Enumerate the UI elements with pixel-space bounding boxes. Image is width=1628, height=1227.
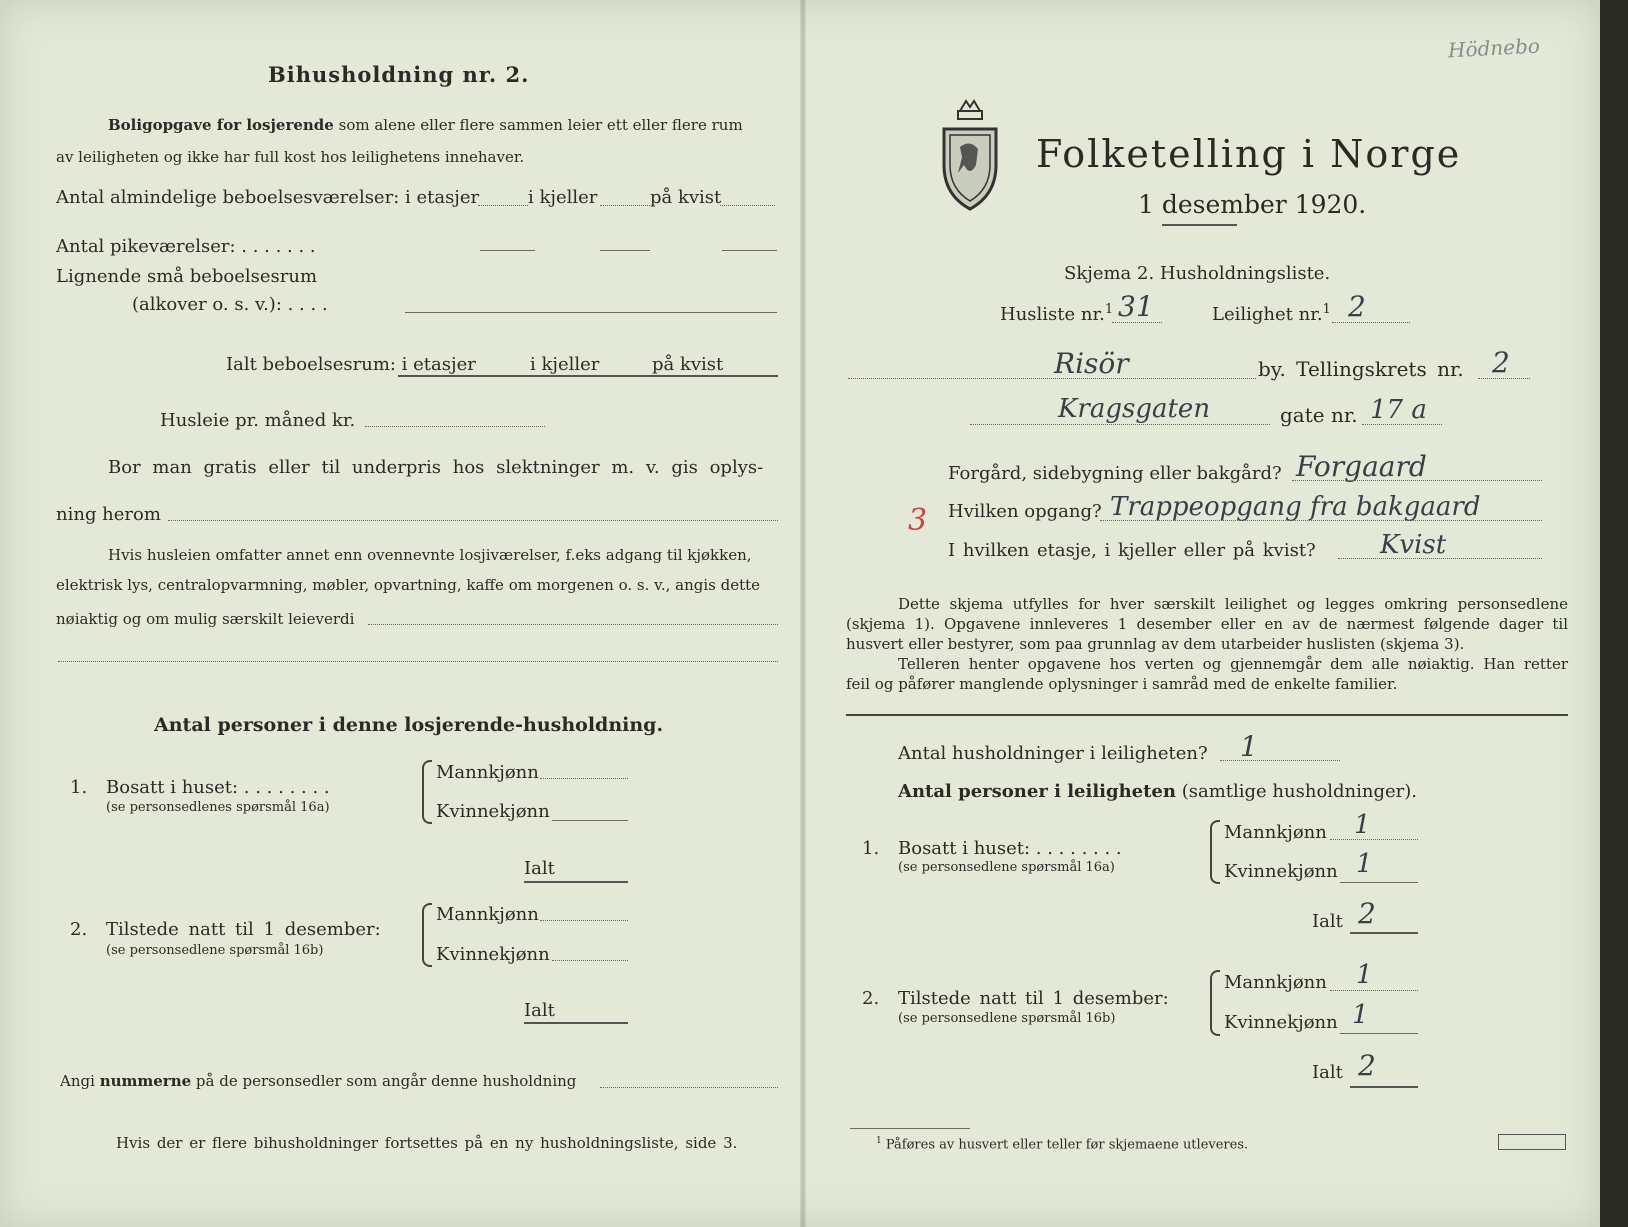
etasje-value[interactable]: Kvist [1380, 530, 1447, 560]
right-q2-brace [1210, 970, 1220, 1036]
coat-of-arms-icon [936, 95, 1004, 213]
pike-label: Antal pikeværelser: . . . . . . . [56, 236, 316, 257]
left-q1-num: 1. [70, 777, 88, 798]
gate-value[interactable]: Kragsgaten [1058, 394, 1211, 424]
right-q1-mann-value[interactable]: 1 [1354, 810, 1371, 840]
ialt-kvist-label: på kvist [652, 354, 724, 375]
left-q1-sub: (se personsedlenes spørsmål 16a) [106, 800, 330, 815]
corner-note: Hödnebo [1447, 33, 1541, 63]
right-title: Folketelling i Norge [1036, 132, 1462, 176]
intro-rest-1: som alene eller flere sammen leier ett eller flere rum [338, 116, 743, 134]
rooms-kjeller-label: i kjeller [528, 187, 598, 208]
husliste-sup: 1 [1104, 302, 1114, 317]
instr-line-2: (skjema 1). Opgavene innleveres 1 desember eller en av de nærmest følgende dager til [846, 615, 1568, 633]
right-q1-sub: (se personsedlene spørsmål 16a) [898, 860, 1115, 875]
husliste-text: Husliste nr. [1000, 304, 1105, 325]
husliste-line [1112, 322, 1162, 323]
forgard-value[interactable]: Forgaard [1296, 450, 1427, 483]
etasje-label: I hvilken etasje, i kjeller eller på kvist? [948, 540, 1316, 561]
footnote-rule [850, 1128, 970, 1129]
left-q2-ialt-line[interactable] [524, 1022, 628, 1024]
left-q1-mann: Mannkjønn [436, 762, 539, 783]
husliste-label [1000, 303, 1113, 324]
right-q2-kvinne-value[interactable]: 1 [1352, 1000, 1369, 1030]
right-q1-num: 1. [862, 838, 880, 859]
rooms-kvist-line[interactable] [720, 205, 775, 206]
right-q2-mann-line [1330, 990, 1418, 991]
gratis-line[interactable] [168, 520, 778, 521]
pike-line-3[interactable] [722, 250, 777, 251]
right-q1-ialt-line [1350, 932, 1418, 934]
opgang-line [1100, 520, 1542, 521]
footnote [876, 1137, 1248, 1151]
left-q2-label: Tilstede natt til 1 desember: [106, 919, 381, 940]
right-q1-mann-line [1330, 839, 1418, 840]
left-q2-ialt: Ialt [524, 1000, 555, 1021]
gratis-line-2: ning herom [56, 504, 161, 525]
lignende-label-1: Lignende små beboelsesrum [56, 266, 318, 287]
hvis-line-1: Hvis husleien omfatter annet enn ovennevnte losjiværelser, f.eks adgang til kjøkken, [108, 546, 752, 564]
left-q1-kvinne-line[interactable] [552, 820, 628, 821]
extra-line[interactable] [58, 661, 778, 662]
krets-value[interactable]: 2 [1492, 346, 1510, 379]
margin-mark: 3 [908, 503, 928, 538]
left-title: Bihusholdning nr. 2. [268, 62, 530, 87]
right-q1-kvinne-value[interactable]: 1 [1356, 849, 1373, 879]
left-q2-mann-line[interactable] [540, 920, 628, 921]
leieverdi-line[interactable] [368, 624, 778, 625]
right-q2-kvinne-line [1340, 1033, 1418, 1034]
opgang-label: Hvilken opgang? [948, 501, 1102, 522]
left-q2-kvinne: Kvinnekjønn [436, 944, 550, 965]
ialt-rooms-label: Ialt beboelsesrum: i etasjer [226, 354, 476, 375]
by-label: by. Tellingskrets nr. [1258, 357, 1464, 381]
instr-line-4: Telleren henter opgavene hos verten og gjennemgår dem alle nøiaktig. Han retter [898, 655, 1568, 673]
right-q2-ialt: Ialt [1312, 1062, 1343, 1083]
angi-pre: Angi [60, 1072, 95, 1090]
pike-line-1[interactable] [480, 250, 535, 251]
leilighet-sup: 1 [1322, 302, 1331, 317]
left-q2-brace [422, 903, 432, 967]
date-underline [1162, 224, 1237, 226]
right-q1-mann: Mannkjønn [1224, 822, 1327, 843]
right-q2-kvinne: Kvinnekjønn [1224, 1012, 1338, 1033]
angi-field-line[interactable] [600, 1087, 778, 1088]
angi-rest: på de personsedler som angår denne husholdning [195, 1072, 577, 1090]
instr-line-1: Dette skjema utfylles for hver særskilt leilighet og legges omkring personsedlene [898, 595, 1568, 613]
gate-nr-line [1362, 424, 1442, 425]
left-q2-mann: Mannkjønn [436, 904, 539, 925]
left-footer: Hvis der er flere bihusholdninger fortsettes på en ny husholdningsliste, side 3. [116, 1134, 738, 1152]
right-q2-ialt-value[interactable]: 2 [1358, 1049, 1376, 1082]
left-q2-sub: (se personsedlene spørsmål 16b) [106, 943, 324, 958]
footnote-text: Påføres av husvert eller teller før skjemaene utleveres. [885, 1137, 1249, 1153]
right-q1-ialt-value[interactable]: 2 [1358, 897, 1376, 930]
right-q1-label: Bosatt i huset: . . . . . . . . [898, 838, 1122, 859]
left-q1-mann-line[interactable] [540, 778, 628, 779]
etasje-line [1338, 558, 1542, 559]
leilighet-line [1332, 322, 1410, 323]
right-q2-num: 2. [862, 988, 880, 1009]
right-q1-brace [1210, 820, 1220, 884]
angi-line [60, 1074, 576, 1089]
angi-bold: nummerne [99, 1072, 192, 1090]
schema-label: Skjema 2. Husholdningsliste. [1064, 263, 1331, 284]
printer-stamp [1498, 1134, 1566, 1150]
hvis-line-3: nøiaktig og om mulig særskilt leieverdi [56, 610, 355, 628]
rooms-kvist-label: på kvist [650, 187, 722, 208]
intro-bold: Boligopgave for losjerende [108, 116, 334, 134]
pike-line-2[interactable] [600, 250, 650, 251]
leilighet-label [1212, 303, 1331, 324]
gratis-line-1: Bor man gratis eller til underpris hos slektninger m. v. gis oplys- [108, 457, 764, 478]
gate-label: gate nr. [1280, 403, 1358, 427]
hush-line [1220, 760, 1340, 761]
left-q2-num: 2. [70, 919, 88, 940]
gate-line [970, 424, 1270, 425]
husleie-label: Husleie pr. måned kr. [160, 410, 356, 431]
gate-nr-value[interactable]: 17 a [1370, 395, 1427, 425]
hush-value[interactable]: 1 [1240, 730, 1258, 763]
right-q2-label: Tilstede natt til 1 desember: [898, 988, 1169, 1009]
rooms-label: Antal almindelige beboelsesværelser: i etasjer [56, 187, 480, 208]
forgard-label: Forgård, sidebygning eller bakgård? [948, 463, 1282, 484]
hvis-line-2: elektrisk lys, centralopvarmning, møbler, opvartning, kaffe om morgenen o. s. v., angis dette [56, 576, 761, 594]
left-persons-title: Antal personer i denne losjerende-husholdning. [154, 714, 664, 736]
right-persons-bold: Antal personer i leiligheten [898, 781, 1176, 802]
intro-line-1 [108, 118, 743, 133]
forgard-line [1292, 480, 1542, 481]
husliste-value[interactable]: 31 [1118, 290, 1154, 323]
instructions-rule [846, 714, 1568, 716]
footnote-sup: 1 [876, 1136, 882, 1146]
intro-line-2: av leiligheten og ikke har full kost hos leilighetens innehaver. [56, 148, 525, 166]
right-q1-kvinne: Kvinnekjønn [1224, 861, 1338, 882]
rooms-kjeller-line[interactable] [600, 205, 650, 206]
lignende-line[interactable] [405, 312, 777, 313]
right-persons-title [898, 783, 1417, 801]
left-q1-brace [422, 760, 432, 824]
right-q1-kvinne-line [1340, 882, 1418, 883]
right-q2-mann-value[interactable]: 1 [1356, 960, 1373, 990]
instructions [846, 594, 1568, 694]
instr-line-5: feil og påfører manglende oplysninger i samråd med de enkelte familier. [846, 675, 1398, 693]
instr-line-3: husvert eller bestyrer, som paa grunnlag av dem utarbeider huslisten (skjema 3). [846, 635, 1465, 653]
leilighet-text: Leilighet nr. [1212, 304, 1323, 325]
left-q1-ialt: Ialt [524, 858, 555, 879]
right-q2-sub: (se personsedlene spørsmål 16b) [898, 1011, 1116, 1026]
husleie-line[interactable] [365, 426, 545, 427]
left-q1-ialt-line[interactable] [524, 881, 628, 883]
right-persons-rest: (samtlige husholdninger). [1181, 781, 1418, 802]
by-line [848, 378, 1256, 379]
right-q2-mann: Mannkjønn [1224, 972, 1327, 993]
opgang-value[interactable]: Trappeopgang fra bakgaard [1110, 492, 1481, 522]
right-date: 1 desember 1920. [1138, 190, 1367, 219]
by-value[interactable]: Risör [1054, 347, 1129, 380]
lignende-label-2: (alkover o. s. v.): . . . . [132, 294, 328, 315]
left-q2-kvinne-line[interactable] [552, 960, 628, 961]
left-q1-kvinne: Kvinnekjønn [436, 801, 550, 822]
right-q1-ialt: Ialt [1312, 911, 1343, 932]
rooms-etasjer-line[interactable] [478, 205, 528, 206]
hush-label: Antal husholdninger i leiligheten? [898, 743, 1208, 764]
ialt-kjeller-label: i kjeller [530, 354, 600, 375]
right-q2-ialt-line [1350, 1086, 1418, 1088]
krets-line [1478, 378, 1530, 379]
ialt-rooms-line[interactable] [398, 375, 778, 377]
left-q1-label: Bosatt i huset: . . . . . . . . [106, 777, 330, 798]
leilighet-value[interactable]: 2 [1348, 290, 1366, 323]
page-fold [800, 0, 806, 1227]
